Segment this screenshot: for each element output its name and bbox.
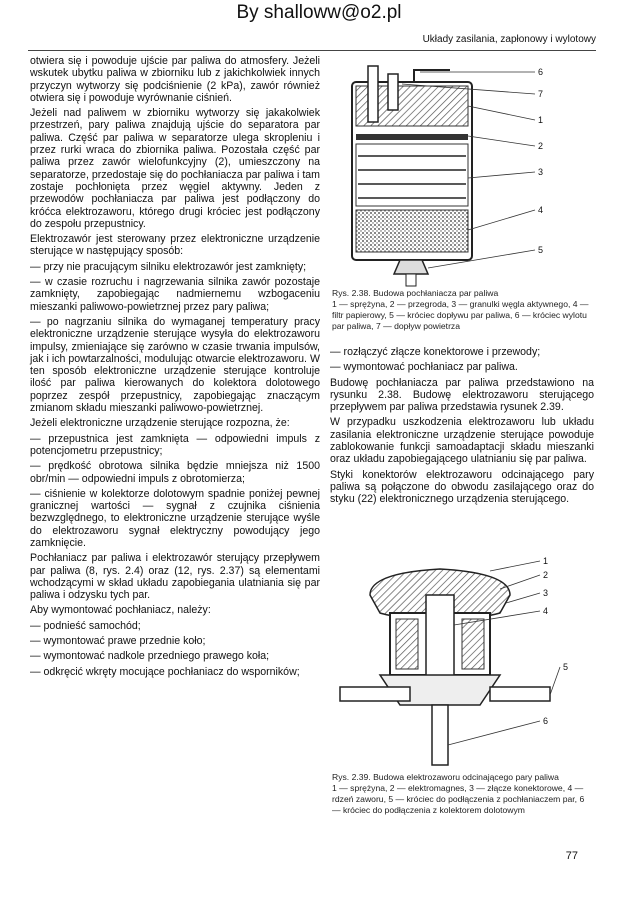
paragraph: Aby wymontować pochłaniacz, należy:	[30, 604, 211, 617]
list-item: — prędkość obrotowa silnika będzie mniejsza niż 1500 obr/min — odpowiedni impuls z obrotomierza;	[30, 460, 320, 485]
caption-legend: 1 — sprężyna, 2 — przegroda, 3 — granulki węgla aktywnego, 4 — filtr papierowy, 5 — króciec dopływu par paliwa, 6 — króciec wylotu par paliwa, 7 — dopływ powietrza	[332, 299, 589, 331]
figure-label: 5	[538, 245, 544, 255]
list-item: — w czasie rozruchu i nagrzewania silnika zawór pozostaje zamknięty, zapobiegając nadmiernemu wzbogaceniu mieszanki paliwowo-powietrznej przez pary paliwa;	[30, 276, 320, 313]
paragraph: Jeżeli elektroniczne urządzenie sterujące rozpozna, że:	[30, 417, 290, 430]
page-number: 77	[565, 850, 578, 862]
list-item: — ciśnienie w kolektorze dolotowym spadnie poniżej pewnej granicznej wartości — sygnał z czujnika ciśnienia bezwzględnego, to elektroniczne urządzenie sterujące wyśle do elektrozaworu sygnał elektryczny powodujący jego zamknięcie.	[30, 487, 320, 549]
figure-label: 4	[543, 606, 549, 616]
figure-label: 6	[543, 716, 549, 726]
running-header: Układy zasilania, zapłonowy i wylotowy	[422, 34, 596, 45]
list-item: — wymontować prawe przednie koło;	[30, 635, 206, 648]
list-item: — podnieść samochód;	[30, 619, 141, 632]
caption-title: Rys. 2.39. Budowa elektrozaworu odcinającego pary paliwa	[332, 772, 559, 782]
paragraph: Styki konektorów elektrozaworu odcinającego pary paliwa są połączone do obwodu zasilającego oraz do styku (22) elektronicznego urządzenia sterującego.	[330, 468, 594, 506]
figure-label: 4	[538, 205, 544, 215]
figure-caption-2-38	[332, 288, 594, 332]
figure-label: 5	[563, 662, 569, 672]
figure-label: 1	[543, 556, 549, 566]
caption-title: Rys. 2.38. Budowa pochłaniacza par paliwa	[332, 288, 499, 298]
list-item: — przepustnica jest zamknięta — odpowiedni impuls z potencjometru przepustnicy;	[30, 432, 320, 457]
left-text-column	[30, 55, 320, 681]
list-item: — przy nie pracującym silniku elektrozawór jest zamknięty;	[30, 260, 307, 273]
watermark: By shalloww@o2.pl	[236, 2, 402, 23]
figure-label: 2	[538, 141, 544, 151]
paragraph: otwiera się i powoduje ujście par paliwa do atmosfery. Jeżeli wskutek ubytku paliwa w zbiorniku lub z jakichkolwiek innych przyczyn wytworzy się podciśnienie (2 kPa), zawór również otwiera się i powoduje wyrównanie ciśnień.	[30, 55, 320, 104]
paragraph: W przypadku uszkodzenia elektrozaworu lub układu zasilania elektroniczne urządzenie sterujące powoduje zablokowanie funkcji samoadaptacji składu mieszanki oraz układu zapobiegającego ulatnianiu się par paliwa.	[330, 416, 594, 466]
list-item: — rozłączyć złącze konektorowe i przewody;	[330, 346, 541, 358]
right-text-column	[330, 346, 594, 509]
paragraph: Elektrozawór jest sterowany przez elektroniczne urządzenie sterujące w następujący sposób:	[30, 233, 320, 258]
figure-label: 1	[538, 115, 544, 125]
paragraph: Pochłaniacz par paliwa i elektrozawór sterujący przepływem par paliwa (8, rys. 2.4) oraz (12, rys. 2.37) są elementami wchodzącymi w skład układu zapobiegania ulatniania się par paliwa i odzysku tych par.	[30, 552, 320, 602]
figure-label: 6	[538, 67, 544, 77]
header-rule	[28, 50, 596, 51]
figure-label: 3	[538, 167, 544, 177]
figure-label: 2	[543, 570, 549, 580]
paragraph: Jeżeli nad paliwem w zbiorniku wytworzy się jakakolwiek przestrzeń, pary paliwa znajdują ujście do separatora par paliwa. Część par paliwa w separatorze ulega skropleniu i przez rurki wraca do zbiornika paliwa. Pozostała część par paliwa przez zawór wielofunkcyjny (2), umieszczony na separatorze, przedostaje się do pochłaniacza par paliwa i tam zostaje pochłonięta przez węgiel aktywny. Jeden z przewodów pochłaniacza par paliwa jest podłączony do króćca elektrozaworu, którego drugi króciec jest podłączony do zespołu przepustnicy.	[30, 107, 320, 230]
figure-caption-2-39	[332, 772, 594, 816]
figure-label: 7	[538, 89, 544, 99]
figure-label: 3	[543, 588, 549, 598]
list-item: — po nagrzaniu silnika do wymaganej temperatury pracy elektroniczne urządzenie sterujące wysyła do elektrozaworu impulsy, zmieniające się zarówno w czasie trwania impulsów, jak i ich powtarzalności, modulując otwarcie elektrozaworu. W ten sposób elektroniczne urządzenie sterujące kontroluje ilość par paliwa kierowanych do kolektora dolotowego poprzez zespół przepustnicy, zapobiegając znaczącym zmianom składu mieszanki paliwowo-powietrznej.	[30, 315, 320, 415]
caption-legend: 1 — sprężyna, 2 — elektromagnes, 3 — złącze konektorowe, 4 — rdzeń zaworu, 5 — króciec do podłączenia z pochłaniaczem par, 6 — króciec do podłączenia z kolektorem dolotowym	[332, 783, 585, 815]
solenoid-valve-figure	[330, 555, 598, 771]
list-item: — wymontować nadkole przedniego prawego koła;	[30, 650, 270, 663]
carbon-canister-figure	[330, 60, 598, 288]
list-item: — wymontować pochłaniacz par paliwa.	[330, 361, 518, 374]
paragraph: Budowę pochłaniacza par paliwa przedstawiono na rysunku 2.38. Budowę elektrozaworu sterującego przepływem par paliwa przedstawia rysunek 2.39.	[330, 376, 594, 414]
list-item: — odkręcić wkręty mocujące pochłaniacz do wsporników;	[30, 665, 300, 678]
